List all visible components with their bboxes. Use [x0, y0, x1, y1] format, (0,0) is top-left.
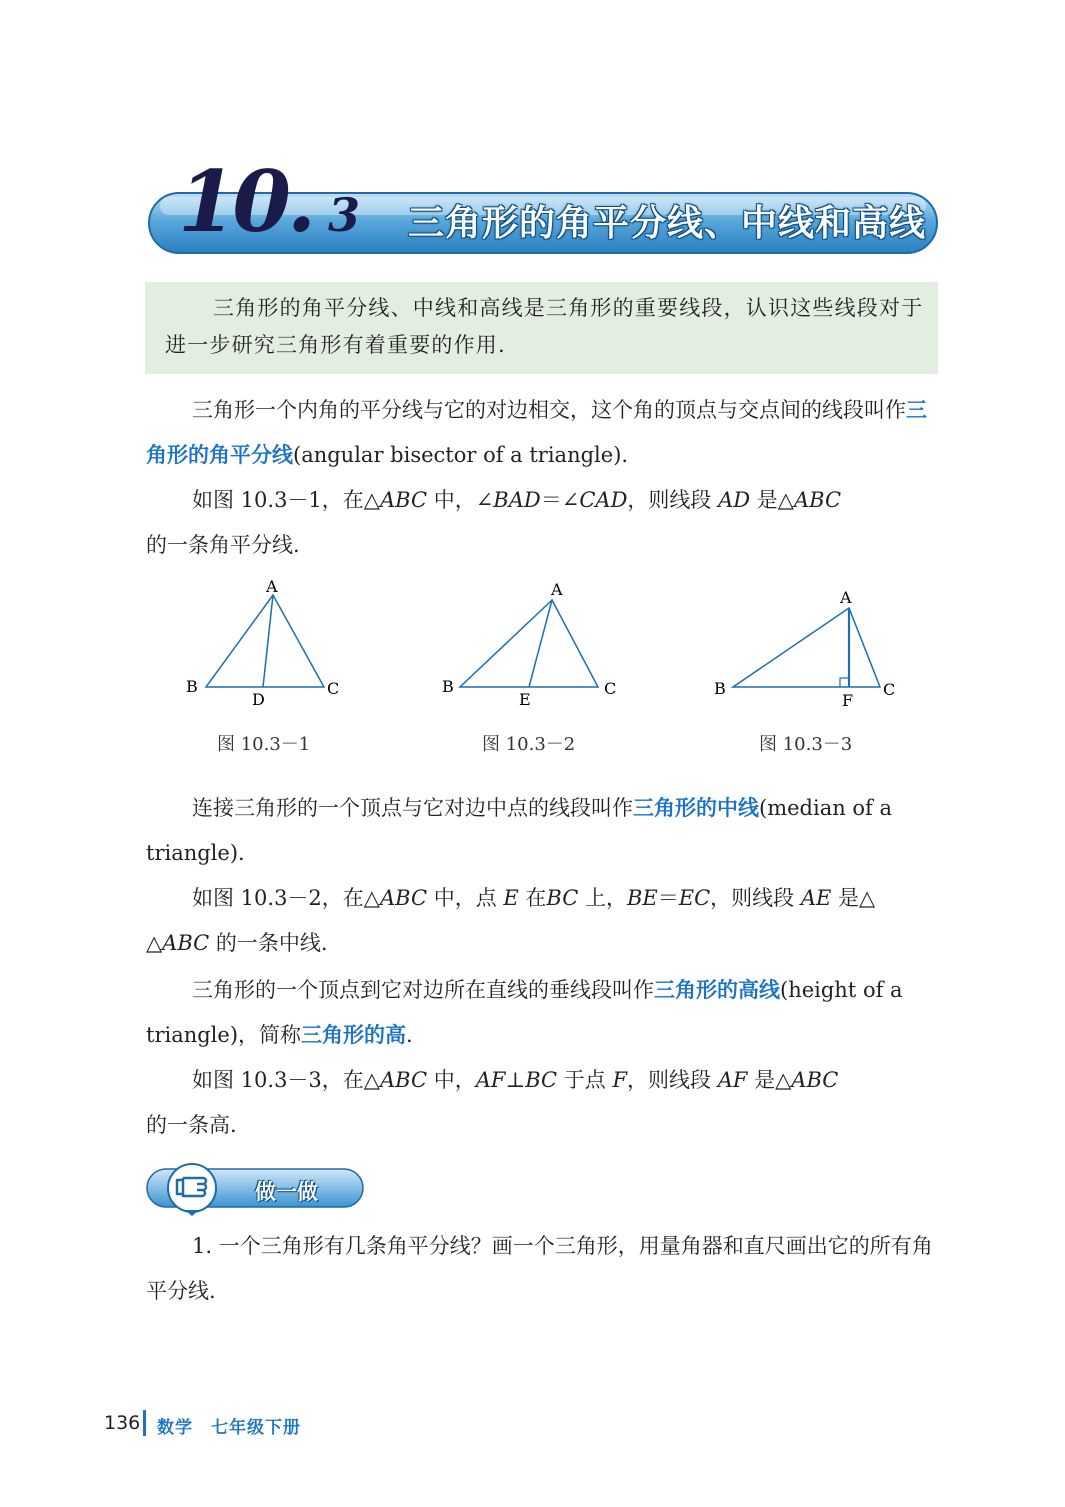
- term-height: 三角形的高线: [654, 978, 780, 1002]
- example-height: [146, 1058, 940, 1148]
- triangle-abc: [460, 600, 598, 687]
- p4-h: BE: [626, 886, 658, 910]
- p6-k: 是△: [747, 1068, 792, 1092]
- p2-e: ＝∠: [540, 488, 580, 512]
- p1-post: (angular bisector of a triangle).: [293, 443, 629, 467]
- p2-g: ，则线段: [627, 488, 719, 512]
- p6-b: ABC: [379, 1068, 428, 1092]
- p4-b: ABC: [379, 886, 428, 910]
- p4-i: ＝: [657, 886, 679, 910]
- p1-pre: 三角形一个内角的平分线与它的对边相交，这个角的顶点与交点间的线段叫作: [192, 398, 906, 422]
- p2-b: ABC: [379, 488, 428, 512]
- p2-k: 的一条角平分线.: [146, 533, 300, 557]
- activity-label: 做一做: [255, 1180, 318, 1204]
- p2-i: 是△: [750, 488, 794, 512]
- p4-l: AE: [800, 886, 832, 910]
- intro-text: 三角形的角平分线、中线和高线是三角形的重要线段，认识这些线段对于进一步研究三角形有着重要的作用.: [165, 296, 924, 357]
- term-median: 三角形的中线: [633, 796, 759, 820]
- label-a: A: [551, 580, 563, 599]
- example-angle-bisector: [146, 478, 940, 568]
- p6-d: AF: [475, 1068, 506, 1092]
- p6-g: 于点: [557, 1068, 613, 1092]
- label-b: B: [442, 677, 454, 696]
- label-c: C: [883, 680, 896, 699]
- label-c: C: [604, 679, 617, 698]
- p4-f: BC: [546, 886, 579, 910]
- figure-10-3-3: [700, 570, 920, 720]
- figure-caption-2: 图 10.3－2: [482, 734, 576, 755]
- p5-pre: 三角形的一个顶点到它对边所在直线的垂线段叫作: [192, 978, 654, 1002]
- label-a: A: [840, 588, 852, 607]
- label-b: B: [714, 679, 726, 698]
- p2-j: ABC: [793, 488, 842, 512]
- p6-h: F: [612, 1068, 628, 1092]
- p4-n: ABC: [162, 931, 210, 955]
- p2-d: BAD: [493, 488, 541, 512]
- figure-10-3-2: [430, 570, 630, 720]
- label-b: B: [186, 677, 198, 696]
- figure-caption-3: 图 10.3－3: [759, 734, 853, 755]
- section-title: 三角形的角平分线、中线和高线: [408, 203, 927, 244]
- p4-d: E: [503, 886, 519, 910]
- exercise-1: [146, 1224, 940, 1314]
- p4-j: EC: [678, 886, 711, 910]
- segment-ad: [263, 595, 273, 687]
- p4-k: ，则线段: [710, 886, 801, 910]
- p5-mid: (height of a triangle)，简称: [146, 978, 903, 1047]
- example-median: 如图 10.3－2，在△ABC 中，点 E 在BC 上，BE＝EC，则线段 AE 是△ △ABC 的一条中线.: [146, 886, 876, 955]
- p6-f: BC: [525, 1068, 558, 1092]
- p2-a: 如图 10.3－1，在△: [192, 488, 380, 512]
- p6-c: 中，: [427, 1068, 476, 1092]
- p4-c: 中，点: [427, 886, 504, 910]
- p5-post: .: [406, 1023, 413, 1047]
- label-d: D: [252, 690, 265, 709]
- term-angle-bisector: 三角形的角平分线: [146, 398, 927, 467]
- page-number: 136: [104, 1412, 141, 1434]
- exercise-1-text: 1. 一个三角形有几条角平分线？画一个三角形，用量角器和直尺画出它的所有角平分线.: [146, 1234, 933, 1303]
- section-number-sub: 3: [328, 188, 361, 242]
- label-c: C: [327, 679, 340, 698]
- p6-e: ⊥: [505, 1068, 526, 1092]
- label-f: F: [842, 691, 854, 710]
- p6-l: ABC: [791, 1068, 839, 1092]
- p2-h: AD: [718, 488, 751, 512]
- term-height-short: 三角形的高: [301, 1023, 407, 1047]
- p6-a: 如图 10.3－3，在△: [192, 1068, 380, 1092]
- p3-post: (median of a triangle).: [146, 796, 893, 865]
- p4-o: 的一条中线.: [209, 931, 328, 955]
- right-angle-mark: [840, 678, 849, 687]
- definition-height: [146, 968, 940, 1058]
- p2-c: 中，∠: [427, 488, 494, 512]
- p4-a: 如图 10.3－2，在△: [192, 886, 380, 910]
- p3-pre: 连接三角形的一个顶点与它对边中点的线段叫作: [192, 796, 633, 820]
- figure-10-3-1: [170, 570, 370, 720]
- label-a: A: [266, 577, 278, 596]
- section-number: 10.: [178, 152, 313, 251]
- p2-f: CAD: [579, 488, 628, 512]
- segment-ae: [529, 600, 552, 687]
- triangle-abc: [733, 608, 880, 687]
- p4-m: 是△: [831, 886, 876, 910]
- figure-caption-1: 图 10.3－1: [217, 734, 311, 755]
- definition-angle-bisector: [146, 388, 940, 478]
- intro-box: [145, 282, 938, 374]
- definition-median: [146, 786, 940, 876]
- label-e: E: [519, 690, 531, 709]
- footer-divider: [143, 1410, 146, 1436]
- p6-j: AF: [717, 1068, 748, 1092]
- p4-g: 上，: [578, 886, 627, 910]
- book-title: 数学 七年级下册: [157, 1418, 301, 1438]
- p6-m: 的一条高.: [146, 1113, 237, 1137]
- p4-e: 在: [518, 886, 547, 910]
- p6-i: ，则线段: [627, 1068, 718, 1092]
